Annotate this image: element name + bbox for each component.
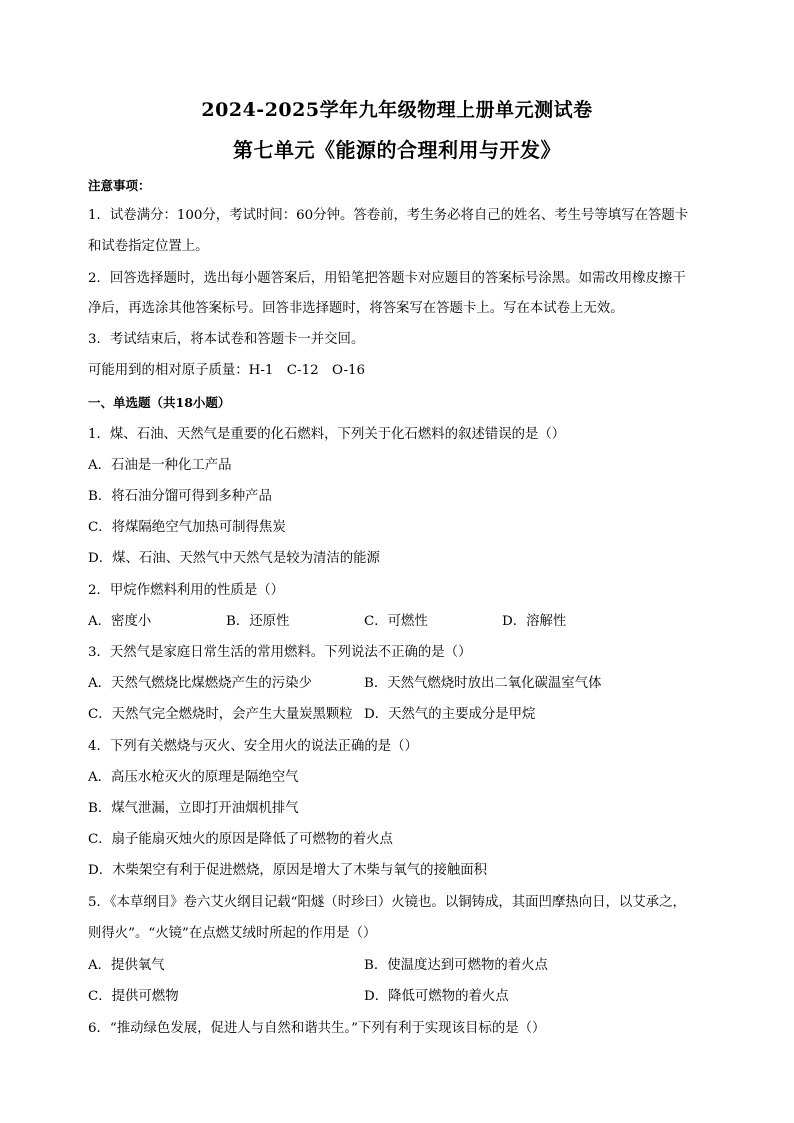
question-2-stem: 2．甲烷作燃料利用的性质是（） [88, 583, 284, 598]
question-5-option-a: A．提供氧气 [88, 958, 165, 973]
question-5-option-c: C．提供可燃物 [88, 989, 179, 1004]
question-3-stem: 3．天然气是家庭日常生活的常用燃料。下列说法不正确的是（） [88, 645, 472, 660]
question-5-option-b: B．使温度达到可燃物的着火点 [364, 958, 548, 973]
unit-title: 第七单元《能源的合理利用与开发》 [233, 138, 561, 162]
question-2-option-d: D．溶解性 [502, 614, 567, 629]
atomic-mass-note: 可能用到的相对原子质量：H-1 C-12 O-16 [88, 363, 366, 378]
question-6-stem: 6．“推动绿色发展，促进人与自然和谐共生。”下列有利于实现该目标的是（） [88, 1021, 546, 1036]
question-3-option-a: A．天然气燃烧比煤燃烧产生的污染少 [88, 676, 312, 691]
question-5-stem-line-1: 5．《本草纲目》卷六艾火纲目记载“阳燧（时珍曰）火镜也。以铜铸成，其面凹摩热向日，以艾承之， [88, 895, 686, 910]
question-1-stem: 1．煤、石油、天然气是重要的化石燃料，下列关于化石燃料的叙述错误的是（） [88, 427, 566, 442]
question-3-option-b: B．天然气燃烧时放出二氧化碳温室气体 [364, 676, 602, 691]
question-4-option-d: D．木柴架空有利于促进燃烧，原因是增大了木柴与氧气的接触面积 [88, 863, 488, 878]
question-4-option-c: C．扇子能扇灭烛火的原因是降低了可燃物的着火点 [88, 832, 393, 847]
question-3-option-c: C．天然气完全燃烧时，会产生大量炭黑颗粒 [88, 707, 353, 722]
section-heading: 一、单选题（共18小题） [88, 395, 231, 410]
question-1-option-c: C．将煤隔绝空气加热可制得焦炭 [88, 520, 286, 535]
question-4-option-a: A．高压水枪灭火的原理是隔绝空气 [88, 770, 299, 785]
notice-item-3: 3．考试结束后，将本试卷和答题卡一并交回。 [88, 332, 365, 347]
question-1-option-a: A．石油是一种化工产品 [88, 458, 232, 473]
question-3-option-d: D．天然气的主要成分是甲烷 [364, 707, 536, 722]
question-2-option-c: C．可燃性 [364, 614, 428, 629]
notice-item-2-line-1: 2．回答选择题时，选出每小题答案后，用铅笔把答题卡对应题目的答案标号涂黑。如需改用橡皮擦干 [88, 271, 686, 286]
exam-title: 2024-2025学年九年级物理上册单元测试卷 [201, 99, 593, 121]
question-4-option-b: B．煤气泄漏，立即打开油烟机排气 [88, 801, 299, 816]
notice-heading: 注意事项： [88, 178, 151, 193]
question-2-option-a: A．密度小 [88, 614, 152, 629]
question-1-option-b: B．将石油分馏可得到多种产品 [88, 489, 272, 504]
question-2-option-b: B．还原性 [226, 614, 290, 629]
notice-item-1-line-2: 和试卷指定位置上。 [88, 239, 209, 254]
question-4-stem: 4．下列有关燃烧与灭火、安全用火的说法正确的是（） [88, 739, 418, 754]
question-5-stem-line-2: 则得火”。“火镜”在点燃艾绒时所起的作用是（） [88, 926, 377, 941]
notice-item-2-line-2: 净后，再选涂其他答案标号。回答非选择题时，将答案写在答题卡上。写在本试卷上无效。 [88, 301, 624, 316]
notice-item-1-line-1: 1．试卷满分：100分，考试时间：60分钟。答卷前，考生务必将自己的姓名、考生号等填写在答题卡 [88, 208, 689, 223]
question-1-option-d: D．煤、石油、天然气中天然气是较为清洁的能源 [88, 551, 380, 566]
question-5-option-d: D．降低可燃物的着火点 [364, 989, 509, 1004]
